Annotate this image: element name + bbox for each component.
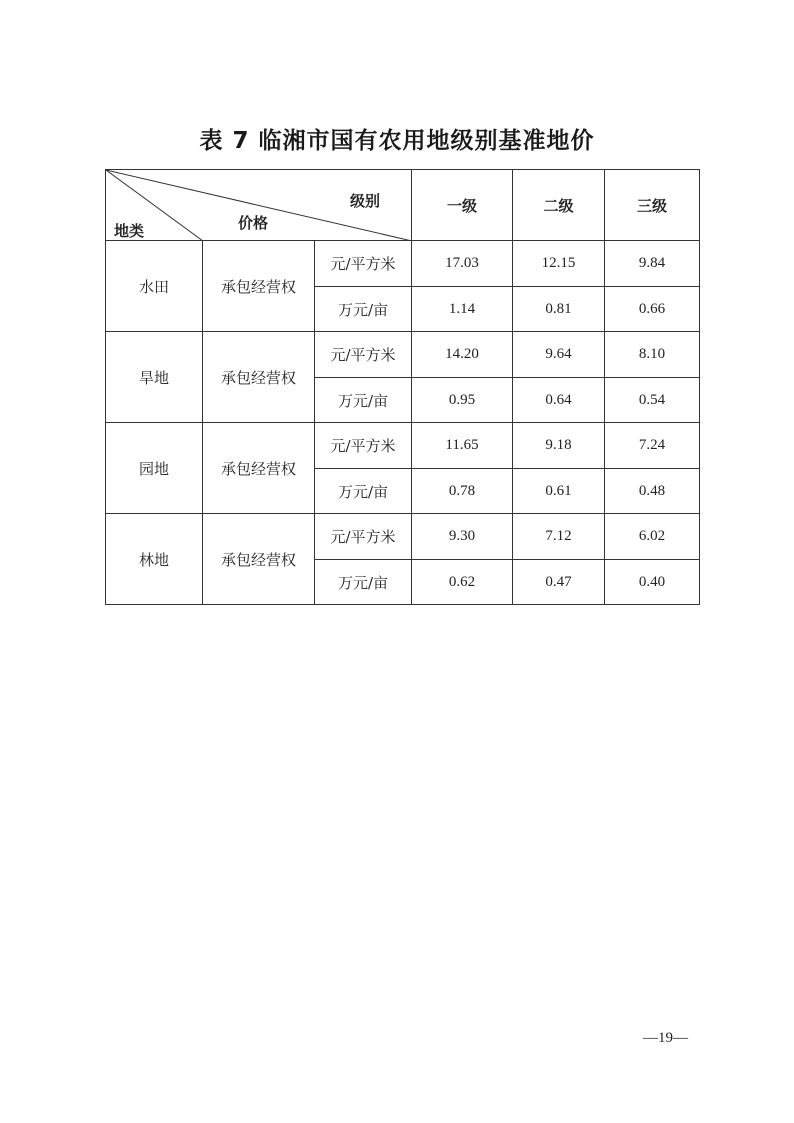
benchmark-price-table bbox=[105, 169, 700, 605]
diagonal-header-cell bbox=[106, 170, 412, 241]
price-cell-level-3: 0.48 bbox=[605, 469, 700, 514]
price-cell-level-2: 9.64 bbox=[513, 332, 605, 378]
level-1-header: 一级 bbox=[412, 170, 513, 241]
price-cell-level-1: 0.78 bbox=[412, 469, 513, 514]
unit-cell: 万元/亩 bbox=[315, 378, 412, 423]
unit-cell: 元/平方米 bbox=[315, 241, 412, 287]
land-type-cell: 水田 bbox=[106, 241, 203, 332]
diag-label-level: 级别 bbox=[350, 192, 381, 210]
price-cell-level-3: 8.10 bbox=[605, 332, 700, 378]
unit-cell: 万元/亩 bbox=[315, 287, 412, 332]
price-cell-level-3: 0.40 bbox=[605, 560, 700, 605]
price-cell-level-3: 6.02 bbox=[605, 514, 700, 560]
price-cell-level-3: 9.84 bbox=[605, 241, 700, 287]
price-cell-level-2: 0.81 bbox=[513, 287, 605, 332]
table-row bbox=[106, 423, 700, 469]
right-type-cell: 承包经营权 bbox=[203, 514, 315, 605]
unit-cell: 万元/亩 bbox=[315, 469, 412, 514]
diag-label-price: 价格 bbox=[238, 214, 269, 232]
table-row bbox=[106, 241, 700, 287]
right-type-cell: 承包经营权 bbox=[203, 241, 315, 332]
price-cell-level-1: 0.62 bbox=[412, 560, 513, 605]
table-row bbox=[106, 332, 700, 378]
unit-cell: 万元/亩 bbox=[315, 560, 412, 605]
unit-cell: 元/平方米 bbox=[315, 514, 412, 560]
price-cell-level-1: 11.65 bbox=[412, 423, 513, 469]
price-cell-level-2: 0.47 bbox=[513, 560, 605, 605]
price-cell-level-1: 9.30 bbox=[412, 514, 513, 560]
page-number: —19— bbox=[643, 1030, 688, 1046]
table-row bbox=[106, 514, 700, 560]
right-type-cell: 承包经营权 bbox=[203, 423, 315, 514]
unit-cell: 元/平方米 bbox=[315, 423, 412, 469]
price-cell-level-2: 12.15 bbox=[513, 241, 605, 287]
header-row bbox=[106, 170, 700, 241]
price-cell-level-2: 0.64 bbox=[513, 378, 605, 423]
land-type-cell: 园地 bbox=[106, 423, 203, 514]
land-type-cell: 林地 bbox=[106, 514, 203, 605]
price-cell-level-2: 9.18 bbox=[513, 423, 605, 469]
price-cell-level-1: 17.03 bbox=[412, 241, 513, 287]
right-type-cell: 承包经营权 bbox=[203, 332, 315, 423]
price-cell-level-3: 0.66 bbox=[605, 287, 700, 332]
page-title: 表 7 临湘市国有农用地级别基准地价 bbox=[199, 128, 595, 154]
land-type-cell: 旱地 bbox=[106, 332, 203, 423]
level-3-header: 三级 bbox=[605, 170, 700, 241]
diag-label-land-type: 地类 bbox=[114, 222, 145, 240]
price-cell-level-2: 7.12 bbox=[513, 514, 605, 560]
price-cell-level-2: 0.61 bbox=[513, 469, 605, 514]
price-cell-level-1: 14.20 bbox=[412, 332, 513, 378]
price-cell-level-3: 0.54 bbox=[605, 378, 700, 423]
price-cell-level-1: 0.95 bbox=[412, 378, 513, 423]
price-cell-level-3: 7.24 bbox=[605, 423, 700, 469]
price-cell-level-1: 1.14 bbox=[412, 287, 513, 332]
level-2-header: 二级 bbox=[513, 170, 605, 241]
unit-cell: 元/平方米 bbox=[315, 332, 412, 378]
